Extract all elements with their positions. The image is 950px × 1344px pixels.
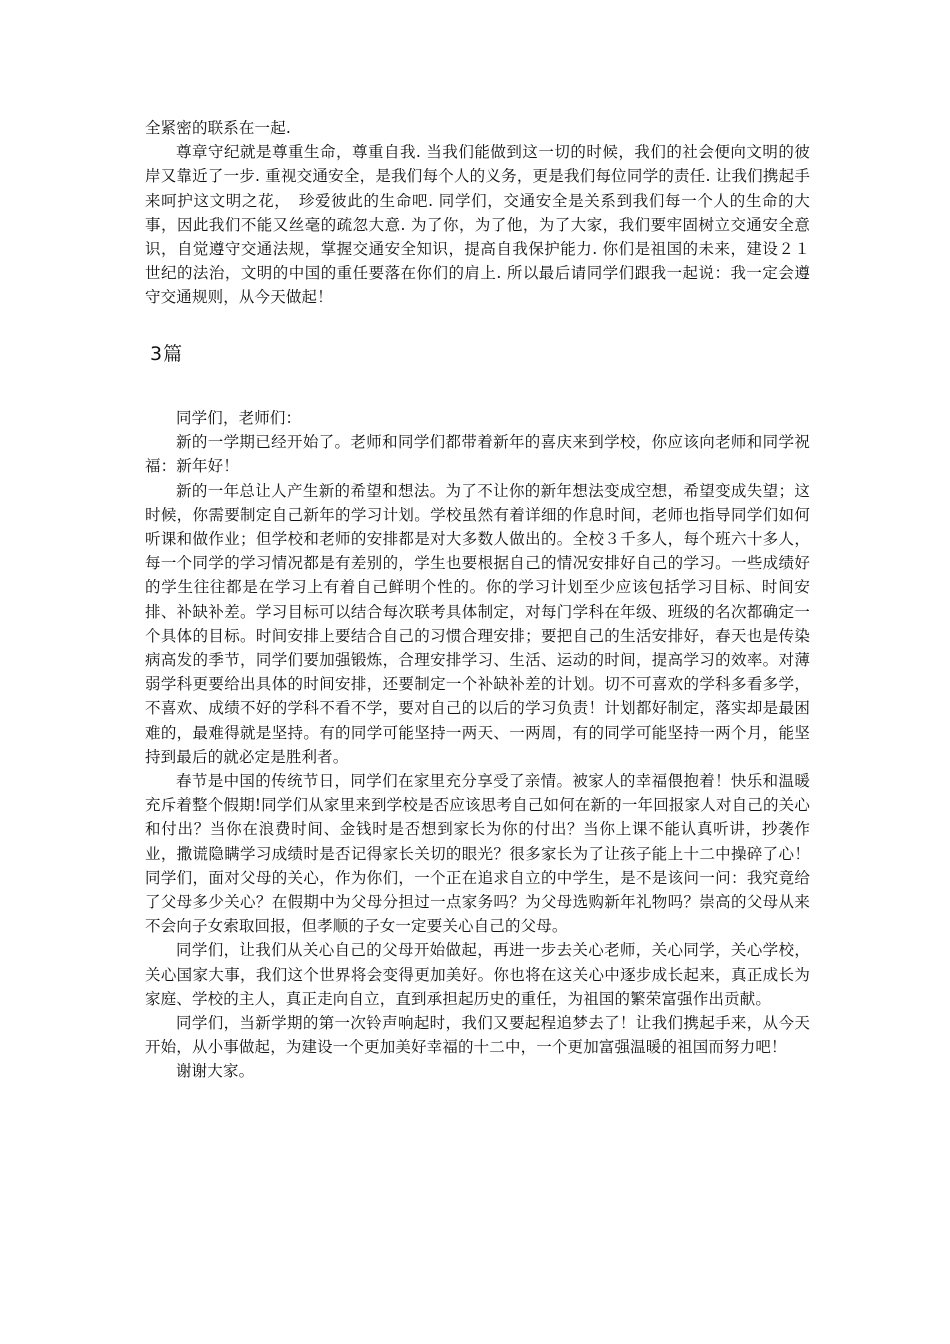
- paragraph-call-to-action: 同学们，当新学期的第一次铃声响起时，我们又要起程追梦去了！让我们携起手来，从今天开始，从小事做起，为建设一个更加美好幸福的十二中，一个更加富强温暖的祖国而努力吧！: [145, 1014, 810, 1057]
- previous-speech-ending: [145, 116, 810, 310]
- salutation: 同学们，老师们：: [176, 409, 302, 427]
- paragraph-study-plan: 新的一年总让人产生新的希望和想法。为了不让你的新年想法变成空想，希望变成失望；这时候，你需要制定自己新年的学习计划。学校虽然有着详细的作息时间，老师也指导同学们如何听课和做作业；但学校和老师的安排都是对大多数人做出的。全校３千多人，每个班六十多人，每一个同学的学习情况都是有差别的，学生也要根据自己的情况安排好自己的学习。一些成绩好的学生往往都是在学习上有着自己鲜明个性的。你的学习计划至少应该包括学习目标、时间安排、补缺补差。学习目标可以结合每次联考具体制定，对每门学科在年级、班级的名次都确定一个具体的目标。时间安排上要结合自己的习惯合理安排；要把自己的生活安排好，春天也是传染病高发的季节，同学们要加强锻炼，合理安排学习、生活、运动的时间，提高学习的效率。对薄弱学科更要给出具体的时间安排，还要制定一个补缺补差的计划。切不可喜欢的学科多看多学，不喜欢、成绩不好的学科不看不学，要对自己的以后的学习负责！计划都好制定，落实却是最困难的，最难得就是坚持。有的同学可能坚持一两天、一两周，有的同学可能坚持一两个月，能坚持到最后的就必定是胜利者。: [145, 481, 810, 766]
- closing-thanks: 谢谢大家。: [176, 1062, 255, 1081]
- section-heading: 3篇: [150, 343, 184, 365]
- paragraph-closing: 尊章守纪就是尊重生命，尊重自我. 当我们能做到这一切的时候，我们的社会便向文明的彼岸又靠近了一步. 重视交通安全，是我们每个人的义务，更是我们每位同学的责任. 让我们携起手来呵护这文明之花， 珍爱彼此的生命吧. 同学们，交通安全是关系到我们每一个人的生命的大事，因此我们不能又丝毫的疏忽大意. 为了你，为了他，为了大家，我们要牢固树立交通安全意识，自觉遵守交通法规，掌握交通安全知识，提高自我保护能力. 你们是祖国的未来，建设２１世纪的法治，文明的中国的重任要落在你们的肩上. 所以最后请同学们跟我一起说：我一定会遵守交通规则，从今天做起！: [145, 143, 810, 307]
- speech-body: [145, 406, 810, 1084]
- paragraph-continuation: 全紧密的联系在一起.: [145, 119, 291, 137]
- paragraph-spring-festival: 春节是中国的传统节日，同学们在家里充分享受了亲情。被家人的幸福偎抱着！快乐和温暖充斥着整个假期!同学们从家里来到学校是否应该思考自己如何在新的一年回报家人对自己的关心和付出？当你在浪费时间、金钱时是否想到家长为你的付出？当你上课不能认真听讲，抄袭作业，撒谎隐瞒学习成绩时是否记得家长关切的眼光？很多家长为了让孩子能上十二中操碎了心！同学们，面对父母的关心，作为你们，一个正在追求自立的中学生，是不是该问一问：我究竟给了父母多少关心？在假期中为父母分担过一点家务吗？为父母选购新年礼物吗？崇高的父母从来不会向子女索取回报，但孝顺的子女一定要关心自己的父母。: [145, 772, 810, 936]
- paragraph-caring: 同学们，让我们从关心自己的父母开始做起，再进一步去关心老师，关心同学，关心学校，关心国家大事，我们这个世界将会变得更加美好。你也将在这关心中逐步成长起来，真正成长为家庭、学校的主人，真正走向自立，直到承担起历史的重任，为祖国的繁荣富强作出贡献。: [145, 941, 810, 1008]
- paragraph-new-semester: 新的一学期已经开始了。老师和同学们都带着新年的喜庆来到学校，你应该向老师和同学祝福：新年好！: [145, 433, 810, 476]
